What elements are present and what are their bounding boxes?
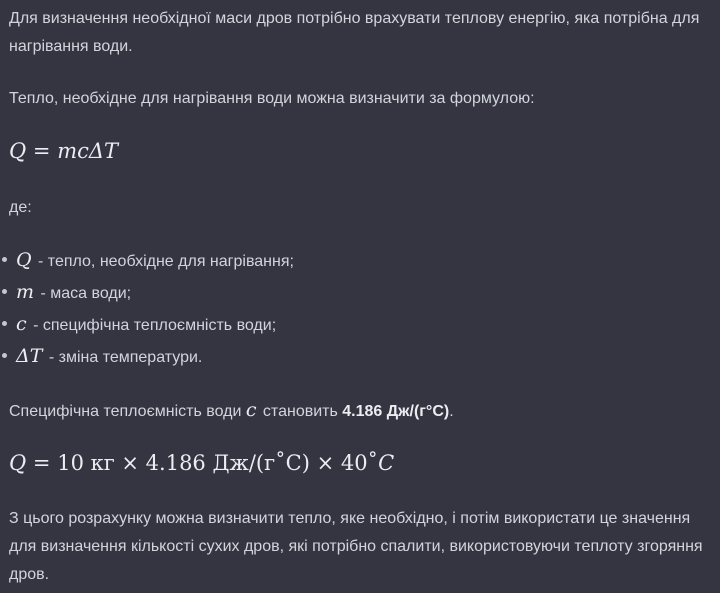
specific-heat-middle: становить: [258, 403, 343, 420]
definition-symbol: c: [16, 313, 27, 335]
formula-2-c: C: [378, 451, 395, 475]
list-item: [0, 276, 294, 308]
formula-1-eq: =: [32, 139, 51, 163]
formula-1-q: Q: [9, 139, 27, 163]
specific-heat-after: .: [449, 403, 454, 420]
specific-heat-symbol: c: [245, 399, 257, 421]
formula-2-eq: =: [32, 451, 51, 475]
conclusion-paragraph: З цього розрахунку можна визначити тепло, яке необхідно, і потім використати це значення для визначення кількості сухих дров, які потрібно спалити, використовуючи теплоту згоряння дров.: [9, 510, 703, 583]
formula-1-rhs: mcΔT: [57, 139, 119, 163]
intro-paragraph: Для визначення необхідної маси дров потрібно врахувати теплову енергію, яка потрібна для нагрівання води.: [9, 10, 700, 55]
formula-2-rhs: 10 кг × 4.186 Дж/(г˚С) × 40˚: [57, 451, 379, 475]
list-item: [0, 244, 294, 276]
definition-symbol: m: [16, 281, 35, 303]
list-item: [0, 340, 294, 372]
definition-symbol: ΔT: [16, 345, 43, 367]
specific-heat-paragraph: [9, 396, 712, 426]
list-item: [0, 308, 294, 340]
definition-text: - зміна температури.: [44, 349, 203, 366]
definition-text: - маса води;: [36, 285, 132, 302]
definition-text: - специфічна теплоємність води;: [28, 317, 277, 334]
formula-intro-paragraph: Тепло, необхідне для нагрівання води можна визначити за формулою:: [9, 90, 535, 107]
definitions-list: [0, 244, 294, 372]
where-label: де:: [9, 199, 32, 216]
specific-heat-before: Специфічна теплоємність води: [9, 403, 246, 420]
definition-symbol: Q: [16, 249, 32, 271]
formula-1: [9, 137, 118, 165]
specific-heat-value: 4.186 Дж/(г°C): [342, 403, 450, 420]
formula-2-q: Q: [9, 451, 27, 475]
definition-text: - тепло, необхідне для нагрівання;: [33, 253, 294, 270]
formula-2: [9, 449, 394, 477]
